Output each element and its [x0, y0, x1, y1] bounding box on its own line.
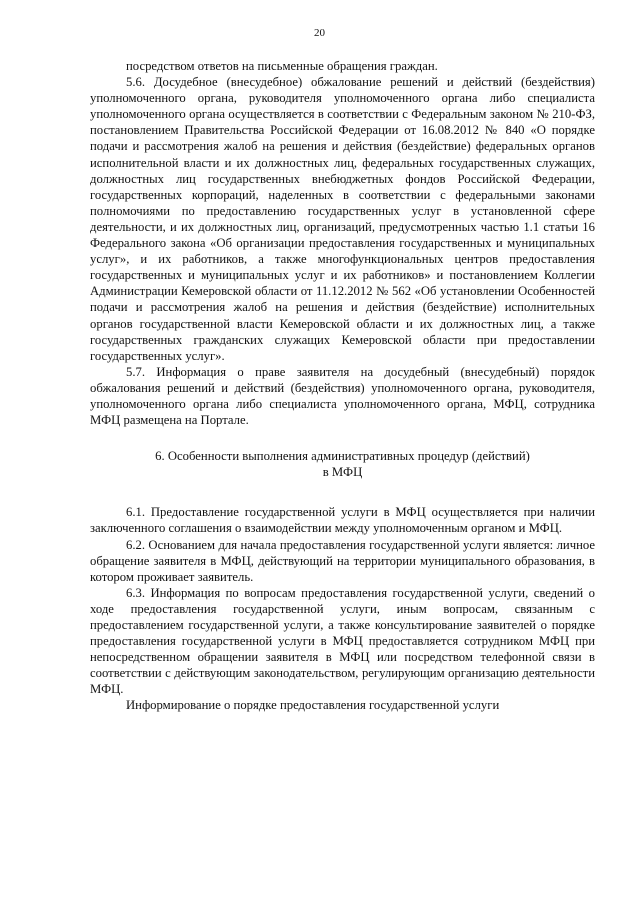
section-6-heading-line1: 6. Особенности выполнения административных процедур (действий) — [155, 449, 530, 464]
page-number: 20 — [314, 27, 325, 39]
paragraph-5-6: 5.6. Досудебное (внесудебное) обжалование решений и действий (бездействия) уполномоченного органа, руководителя уполномоченного органа либо специалиста уполномоченного органа осуществляется в соответствии с Федеральным законом № 210-ФЗ, постановлением Правительства Российской Федерации от 16.08.2012 № 840 «О порядке подачи и рассмотрения жалоб на решения и действия (бездействие) федеральных органов исполнительной власти и их должностных лиц, федеральных государственных служащих, должностных лиц государственных внебюджетных фондов Российской Федерации, государственных корпораций, наделенных в соответствии с федеральными законами полномочиями по предоставлению государственных услуг в установленной сфере деятельности, и их должностных лиц, организаций, предусмотренных частью 1.1 статьи 16 Федерального закона «Об организации предоставления государственных и муниципальных услуг», и их работников, а также многофункциональных центров предоставления государственных и муниципальных услуг и их работников» и постановлением Коллегии Администрации Кемеровской области от 11.12.2012 № 562 «Об установлении Особенностей подачи и рассмотрения жалоб на решения и действия (бездействие) исполнительных органов государственной власти Кемеровской области и их должностных лиц, а также государственных гражданских служащих Кемеровской области при предоставлении государственных услуг». — [90, 75, 595, 363]
paragraph-6-3: 6.3. Информация по вопросам предоставления государственной услуги, сведений о ходе предоставления государственной услуги, иным вопросам, связанным с предоставлением государственной услуги, а также консультирование заявителей о порядке предоставления государственной услуги в МФЦ предоставляется сотрудником МФЦ при непосредственном обращении заявителя в МФЦ или посредством телефонной связи в соответствии с действующим законодательством, регулирующим организацию деятельности МФЦ. — [90, 585, 595, 697]
section-6-heading-line2: в МФЦ — [322, 465, 363, 480]
document-body — [90, 58, 595, 714]
paragraph-informing: Информирование о порядке предоставления государственной услуги — [126, 698, 500, 713]
paragraph-5-7: 5.7. Информация о праве заявителя на досудебный (внесудебный) порядок обжалования решений и действий (бездействия) уполномоченного органа, руководителя, уполномоченного органа либо специалиста уполномоченного органа, МФЦ, сотрудника МФЦ размещена на Портале. — [90, 364, 595, 428]
section-6-heading — [90, 448, 595, 480]
paragraph-6-1: 6.1. Предоставление государственной услуги в МФЦ осуществляется при наличии заключенного соглашения о взаимодействии между уполномоченным органом и МФЦ. — [90, 505, 595, 536]
paragraph-6-2: 6.2. Основанием для начала предоставления государственной услуги является: личное обращение заявителя в МФЦ, действующий на территории муниципального образования, в котором проживает заявитель. — [90, 537, 595, 584]
paragraph-continuation: посредством ответов на письменные обращения граждан. — [126, 59, 438, 73]
